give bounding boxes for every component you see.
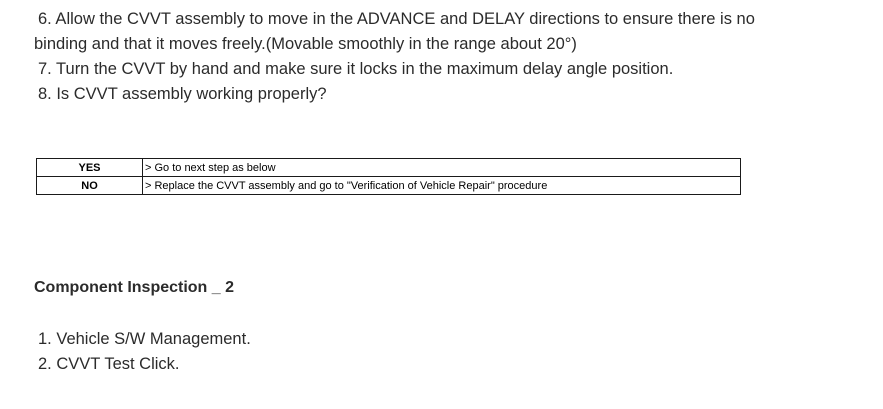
decision-row-yes xyxy=(37,159,741,177)
decision-row-no xyxy=(37,177,741,195)
instruction-step-7: 7. Turn the CVVT by hand and make sure it locks in the maximum delay angle position. xyxy=(38,60,674,78)
instruction-step-6-line-1: 6. Allow the CVVT assembly to move in the ADVANCE and DELAY directions to ensure there is no xyxy=(38,10,755,28)
decision-key-yes: YES xyxy=(37,159,143,177)
inspection-step-2: 2. CVVT Test Click. xyxy=(38,355,180,373)
decision-table xyxy=(36,158,741,195)
decision-value-no: > Replace the CVVT assembly and go to "Verification of Vehicle Repair" procedure xyxy=(143,177,741,195)
instruction-step-8: 8. Is CVVT assembly working properly? xyxy=(38,85,327,103)
decision-value-yes: > Go to next step as below xyxy=(143,159,741,177)
inspection-step-1: 1. Vehicle S/W Management. xyxy=(38,330,251,348)
instruction-step-6-line-2: binding and that it moves freely.(Movable smoothly in the range about 20°) xyxy=(34,35,577,53)
decision-key-no: NO xyxy=(37,177,143,195)
section-heading: Component Inspection _ 2 xyxy=(34,279,235,296)
